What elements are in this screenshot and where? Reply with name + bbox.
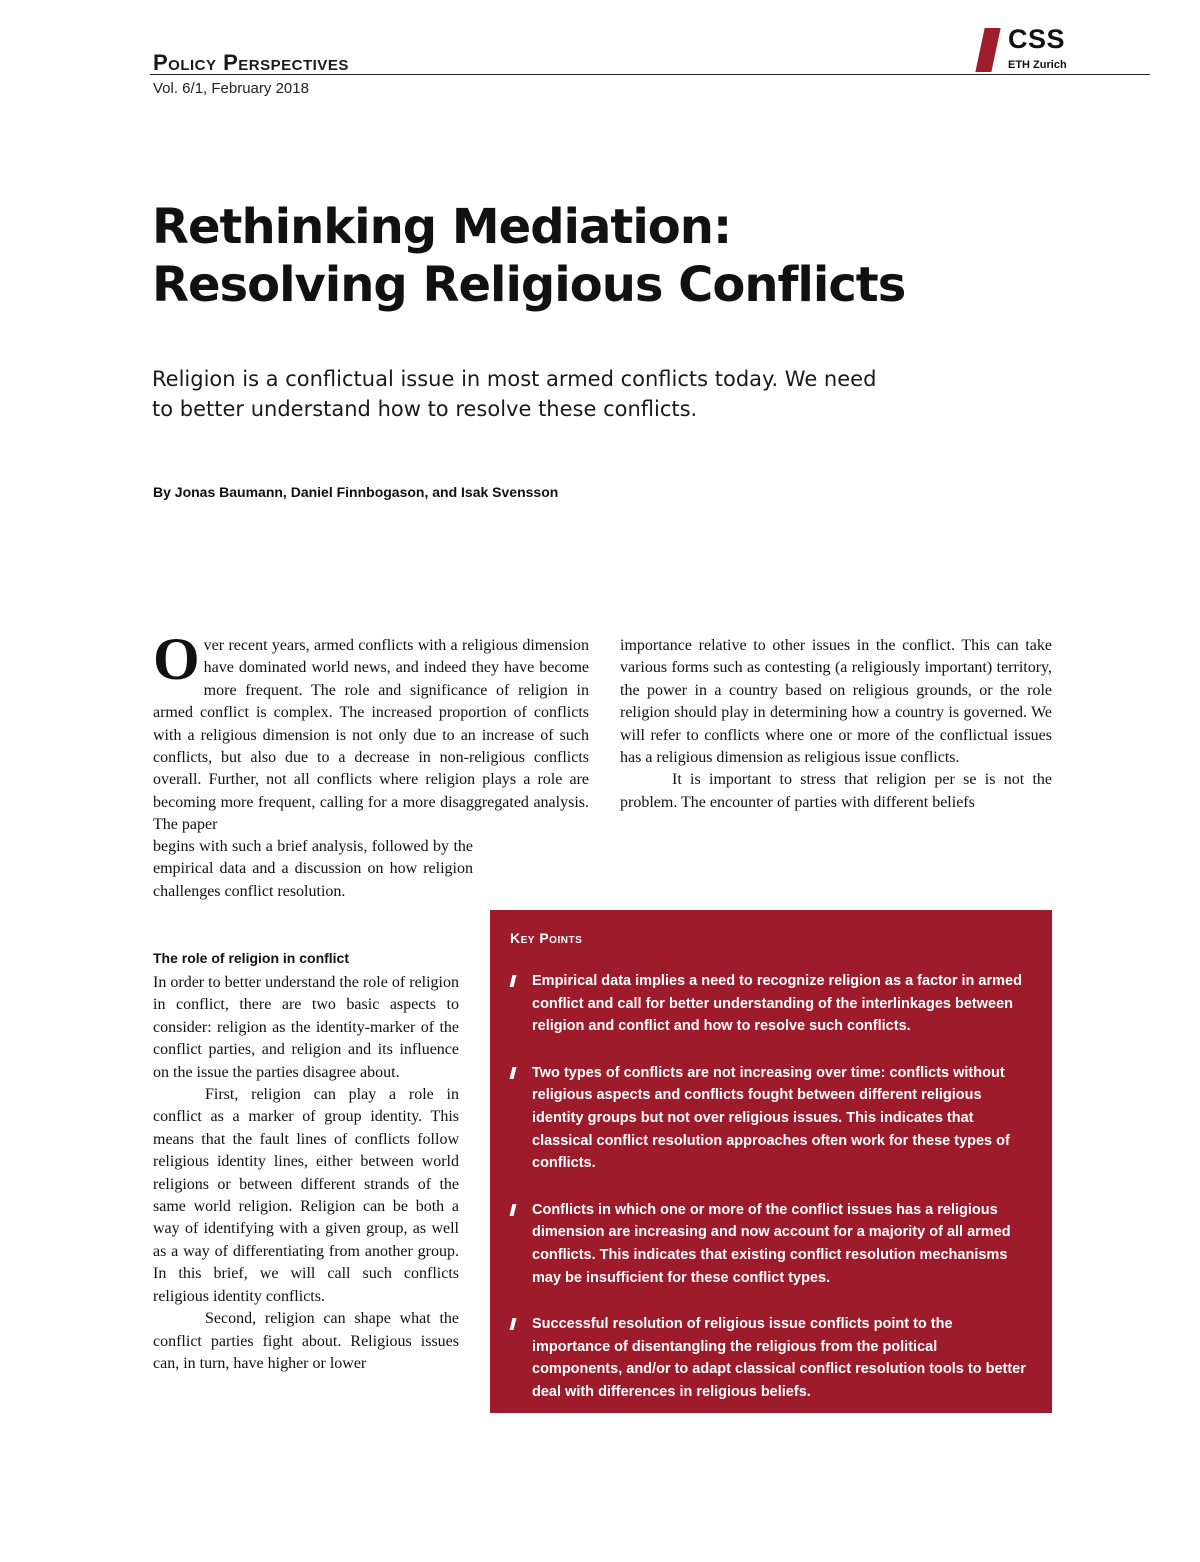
- key-point-text: Conflicts in which one or more of the conflict issues has a religious dimension are increasing and now account for a majority of all armed conflicts. This indicates that existing conflict resolution mechanisms may be insufficient for these conflict types.: [532, 1201, 1011, 1286]
- series-title: Policy Perspectives: [153, 50, 349, 75]
- body-paragraph-2: First, religion can play a role in conflict as a marker of group identity. This means that the fault lines of conflicts follow religious identity lines, either between world religions or between different strands of the same world religion. Religion can be both a way of identifying with a given group, as well as a way of differentiating from another group. In this brief, we will call such conflicts religious identity conflicts.: [153, 1086, 459, 1305]
- intro-text: ver recent years, armed conflicts with a religious dimension have dominated world news, and indeed they have become more frequent. The role and significance of religion in armed conflict is complex. The increased proportion of conflicts with a religious dimension is not only due to an increase of such conflicts, but also due to a decrease in non-religious conflicts overall. Further, not all conflicts where religion plays a role are becoming more frequent, calling for a more disaggregated analysis. The paper: [153, 637, 589, 834]
- key-point-item: [510, 970, 1030, 1038]
- left-body: [153, 972, 459, 1375]
- right-body: [620, 635, 1052, 814]
- right-paragraph-2: It is important to stress that religion per se is not the problem. The encounter of parties with different beliefs: [620, 771, 1052, 811]
- key-point-text: Two types of conflicts are not increasing over time: conflicts without religious aspects and conflicts fought between different religious identity groups but not over religious issues. This indicates that classical conflict resolution approaches often work for these types of conflicts.: [532, 1064, 1010, 1172]
- section-heading: The role of religion in conflict: [153, 950, 350, 966]
- logo-text: CSS: [1008, 24, 1066, 54]
- logo-bar-icon: [975, 28, 1000, 72]
- key-point-text: Empirical data implies a need to recognize religion as a factor in armed conflict and call for better understanding of the interlinkages between religion and conflict and how to resolve such conflicts.: [532, 973, 1022, 1035]
- volume-date: Vol. 6/1, February 2018: [153, 80, 309, 97]
- intro-continued-text: begins with such a brief analysis, followed by the empirical data and a discussion on how religion challenges conflict resolution.: [153, 838, 473, 900]
- slash-bullet-icon: [510, 975, 517, 987]
- body-paragraph-1: In order to better understand the role of religion in conflict, there are two basic aspects to consider: religion as the identity-marker of the conflict parties, and religion and its influence on the issue the parties disagree about.: [153, 974, 459, 1081]
- key-point-item: [510, 1313, 1030, 1403]
- title-line-2: Resolving Religious Conflicts: [152, 257, 906, 313]
- lead-line-2: to better understand how to resolve these conflicts.: [152, 397, 698, 421]
- lead-line-1: Religion is a conflictual issue in most armed conflicts today. We need: [152, 367, 877, 391]
- css-logo: [980, 26, 1080, 76]
- drop-cap: O: [153, 626, 200, 692]
- key-points-title: Key Points: [510, 930, 583, 946]
- key-point-item: [510, 1062, 1030, 1175]
- intro-paragraph: [153, 626, 589, 837]
- body-paragraph-3: Second, religion can shape what the conflict parties fight about. Religious issues can, in turn, have higher or lower: [153, 1310, 459, 1372]
- slash-bullet-icon: [510, 1204, 517, 1216]
- byline: By Jonas Baumann, Daniel Finnbogason, and Isak Svensson: [153, 484, 559, 500]
- intro-continued: [153, 836, 473, 903]
- title-line-1: Rethinking Mediation:: [152, 199, 732, 255]
- lead-text: [152, 364, 952, 424]
- slash-bullet-icon: [510, 1067, 517, 1079]
- key-point-item: [510, 1199, 1030, 1289]
- key-point-text: Successful resolution of religious issue conflicts point to the importance of disentangling the religious from the political components, and/or to adapt classical conflict resolution tools to better deal with differences in religious beliefs.: [532, 1316, 1026, 1400]
- right-paragraph-1: importance relative to other issues in the conflict. This can take various forms such as contesting (a religiously important) territory, the power in a country based on religious grounds, or the role religion should play in determining how a country is governed. We will refer to conflicts where one or more of the conflictual issues has a religious dimension as religious issue conflicts.: [620, 637, 1052, 767]
- slash-bullet-icon: [510, 1318, 517, 1330]
- logo-subtitle: ETH Zurich: [1008, 59, 1067, 71]
- page-title: [152, 198, 1052, 314]
- key-points-box: [490, 910, 1052, 1413]
